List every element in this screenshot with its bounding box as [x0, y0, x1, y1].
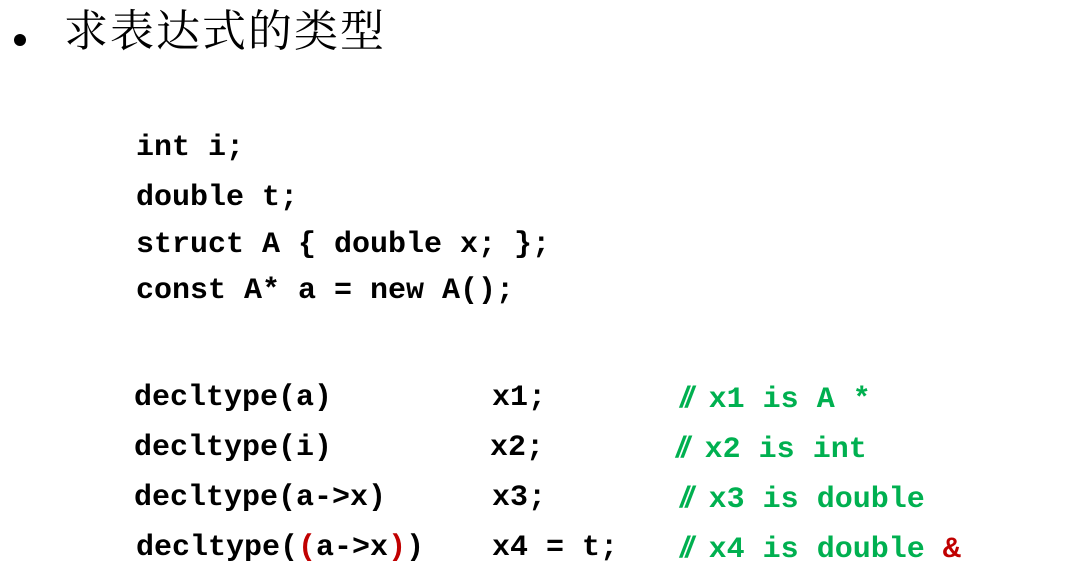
- decltype-comment-2: [676, 430, 867, 468]
- expr-prefix: decltype(: [136, 531, 299, 565]
- comment-text: x4 is double: [690, 533, 943, 567]
- highlight-paren-close: ): [388, 531, 407, 565]
- decltype-comment-3: [680, 480, 925, 518]
- slide-title: 求表达式的类型: [64, 6, 386, 57]
- decltype-comment-1: [680, 380, 871, 418]
- decltype-expr-4: [136, 530, 424, 566]
- comment-slashes: //: [680, 381, 691, 414]
- decl-line-struct: struct A { double x; };: [136, 228, 551, 262]
- decl-line-int: int i;: [136, 131, 245, 165]
- comment-text: x1 is A *: [690, 383, 871, 417]
- decltype-var-4: x4 = t;: [492, 531, 619, 565]
- reference-ampersand: &: [942, 533, 961, 567]
- decltype-var-3: x3;: [492, 481, 547, 515]
- decltype-comment-4: [680, 530, 961, 568]
- expr-inner: a->x: [316, 531, 389, 565]
- decltype-expr-1: decltype(a): [134, 381, 333, 415]
- decltype-expr-2: decltype(i): [134, 431, 333, 465]
- decl-line-const: const A* a = new A();: [136, 274, 515, 308]
- decl-line-double: double t;: [136, 181, 299, 215]
- bullet-dot: [14, 34, 26, 46]
- comment-text: x2 is int: [686, 433, 867, 467]
- decltype-var-1: x1;: [492, 381, 547, 415]
- decltype-expr-3: decltype(a->x): [134, 481, 387, 515]
- comment-slashes: //: [680, 481, 691, 514]
- title-bullet-row: [14, 8, 26, 72]
- expr-suffix: ): [406, 531, 425, 565]
- decltype-var-2: x2;: [490, 431, 545, 465]
- comment-text: x3 is double: [690, 483, 925, 517]
- highlight-paren-open: (: [298, 531, 317, 565]
- comment-slashes: //: [676, 431, 687, 464]
- comment-slashes: //: [680, 531, 691, 564]
